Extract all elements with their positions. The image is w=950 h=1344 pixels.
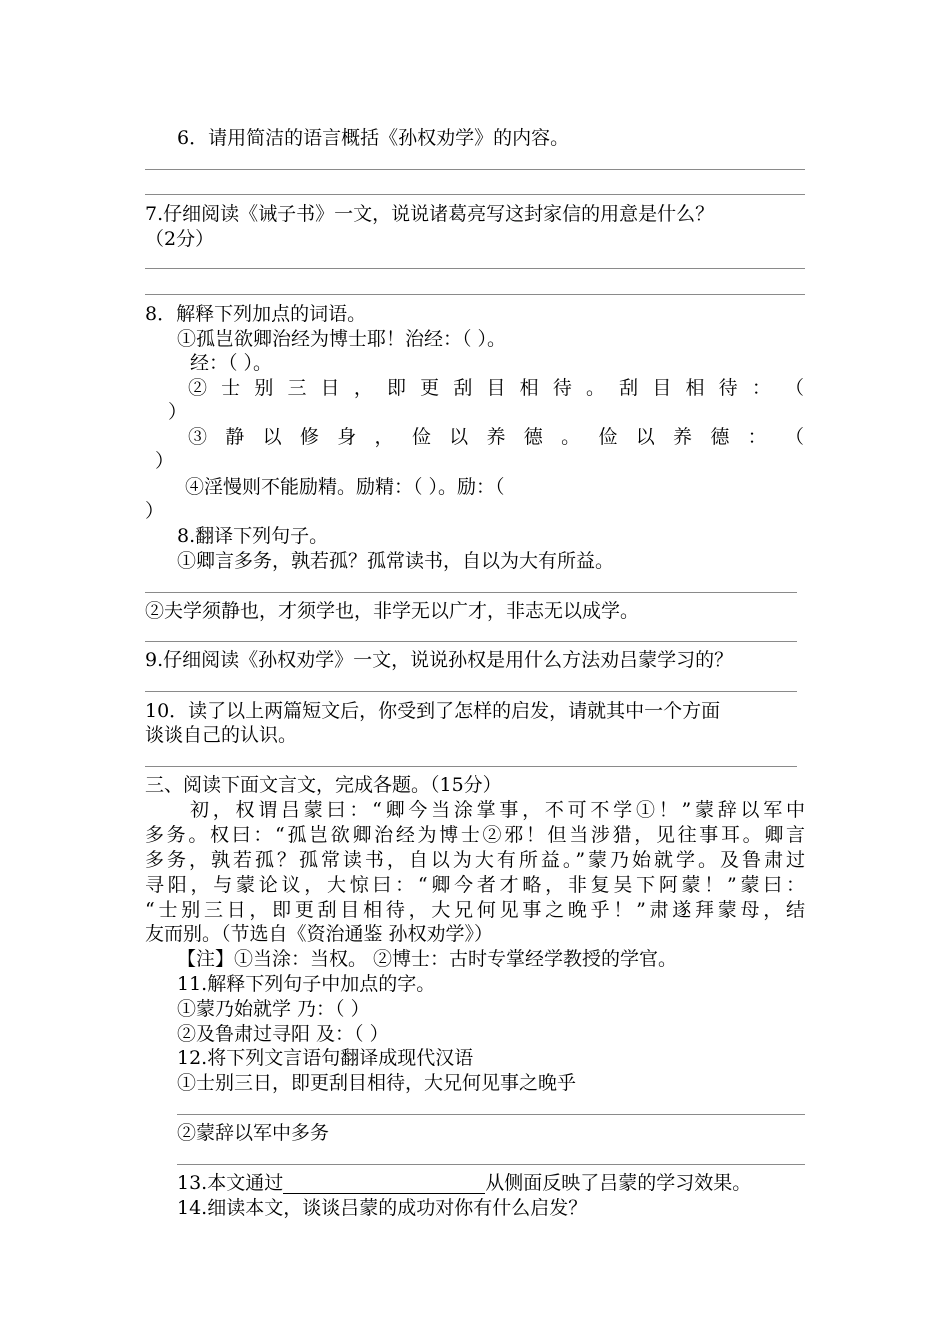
- passage-line: 友而别。（节选自《资治通鉴 孙权劝学》）: [145, 923, 494, 945]
- answer-line: [145, 766, 797, 767]
- question-11-title: 11.解释下列句子中加点的字。: [177, 973, 436, 995]
- answer-line: [145, 641, 797, 642]
- passage-line: 初，权谓吕蒙曰：“卿今当涂掌事，不可不学①！”蒙辞以军中: [190, 799, 805, 821]
- fill-in-blank: [283, 1173, 485, 1194]
- answer-line: [145, 592, 797, 593]
- question-7-score: （2分）: [145, 228, 215, 250]
- question-8-item-3: ③ 静 以 修 身 ， 俭 以 养 德 。 俭 以 养 德 ： （: [188, 426, 804, 448]
- question-8-item-4-close: ）: [145, 500, 165, 522]
- answer-line: [177, 1164, 805, 1165]
- section-3-heading: 三、阅读下面文言文，完成各题。（15分）: [145, 774, 502, 796]
- passage-line: 多务，孰若孤？孤常读书，自以为大有所益。”蒙乃始就学。及鲁肃过: [145, 849, 805, 871]
- question-6: 6．请用简洁的语言概括《孙权劝学》的内容。: [177, 127, 570, 149]
- question-13: [177, 1172, 751, 1194]
- question-9: 9.仔细阅读《孙权劝学》一文，说说孙权是用什么方法劝吕蒙学习的？: [145, 649, 734, 671]
- passage-note: 【注】①当涂：当权。 ②博士：古时专掌经学教授的学官。: [177, 948, 678, 970]
- question-12-item-1: ①士别三日，即更刮目相待，大兄何见事之晚乎: [177, 1072, 577, 1094]
- answer-line: [145, 194, 805, 195]
- question-7: 7.仔细阅读《诫子书》一文，说说诸葛亮写这封家信的用意是什么？: [145, 203, 715, 225]
- answer-line: [145, 294, 805, 295]
- question-14: 14.细读本文，谈谈吕蒙的成功对你有什么启发？: [177, 1197, 588, 1219]
- question-10-cont: 谈谈自己的认识。: [145, 724, 298, 746]
- question-8b-title: 8.翻译下列句子。: [177, 525, 329, 547]
- question-13-after: 从侧面反映了吕蒙的学习效果。: [485, 1172, 752, 1194]
- question-8-item-2: ② 士 别 三 日 ， 即 更 刮 目 相 待 。 刮 目 相 待 ： （: [188, 377, 804, 399]
- question-11-item-1: ①蒙乃始就学 乃：（ ）: [177, 998, 370, 1020]
- question-8-item-3-close: ）: [155, 450, 175, 472]
- question-8b-item-2: ②夫学须静也，才须学也，非学无以广才，非志无以成学。: [145, 600, 640, 622]
- question-8-item-4: ④淫慢则不能励精。励精：（ ）。励：（: [185, 476, 505, 498]
- question-8-item-1: ①孤岂欲卿治经为博士耶！治经：（ ）。: [177, 328, 507, 350]
- question-12-item-2: ②蒙辞以军中多务: [177, 1122, 330, 1144]
- answer-line: [145, 169, 805, 170]
- passage-line: 多务。权曰：“孤岂欲卿治经为博士②邪！但当涉猎，见往事耳。卿言: [145, 824, 805, 846]
- question-8-item-2-close: ）: [168, 401, 188, 423]
- question-8-item-1b: 经：（ ）。: [190, 352, 273, 374]
- question-11-item-2: ②及鲁肃过寻阳 及：（ ）: [177, 1023, 389, 1045]
- answer-line: [177, 1114, 805, 1115]
- answer-line: [145, 268, 805, 269]
- answer-line: [145, 691, 797, 692]
- question-8-title: 8．解释下列加点的词语。: [145, 303, 367, 325]
- question-10: 10．读了以上两篇短文后，你受到了怎样的启发，请就其中一个方面: [145, 700, 721, 722]
- passage-line: 寻阳，与蒙论议，大惊曰：“卿今者才略，非复吴下阿蒙！”蒙曰：: [145, 874, 805, 896]
- passage-line: “士别三日，即更刮目相待，大兄何见事之晚乎！”肃遂拜蒙母，结: [145, 899, 805, 921]
- question-12-title: 12.将下列文言语句翻译成现代汉语: [177, 1047, 474, 1069]
- question-13-before: 13.本文通过: [177, 1172, 284, 1194]
- question-8b-item-1: ①卿言多务，孰若孤？孤常读书，自以为大有所益。: [177, 550, 615, 572]
